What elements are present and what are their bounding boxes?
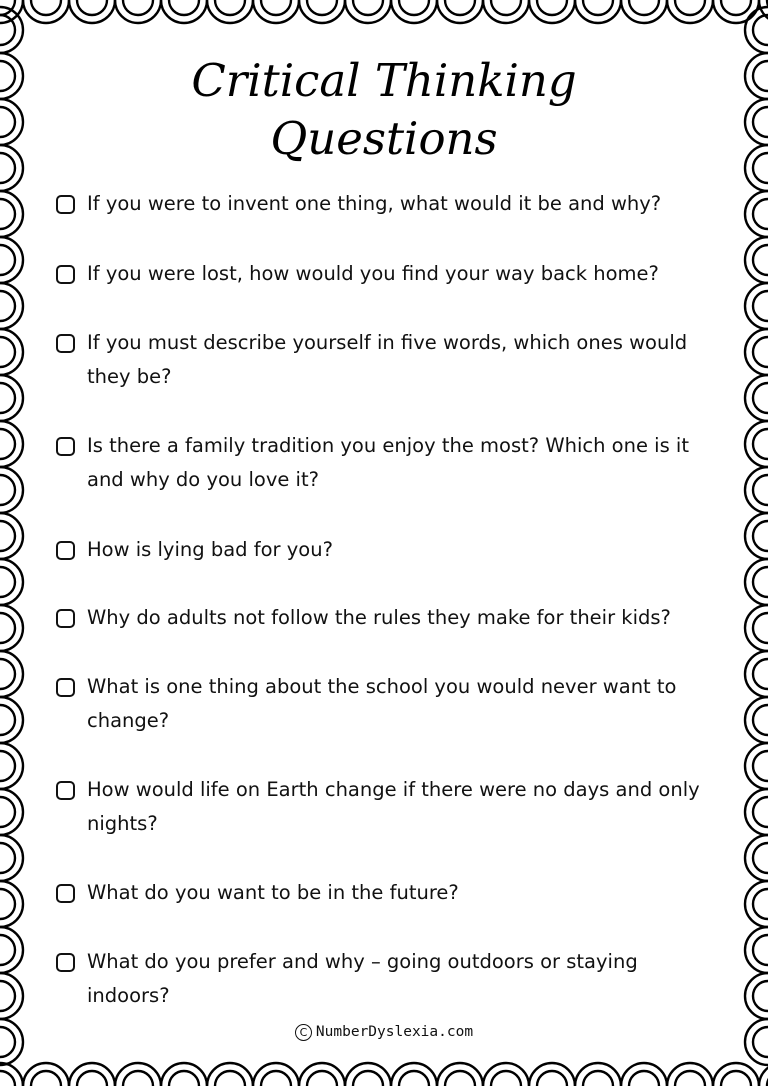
border-scallop xyxy=(753,613,768,643)
border-scallop xyxy=(491,1071,521,1086)
border-scallop xyxy=(123,0,153,15)
border-scallop xyxy=(399,1071,429,1086)
border-scallop xyxy=(0,291,15,321)
border-scallop xyxy=(0,751,15,781)
border-scallop xyxy=(0,567,15,597)
border-scallop xyxy=(0,697,23,743)
border-scallop xyxy=(745,973,768,1019)
border-scallop xyxy=(745,697,768,743)
checkbox[interactable] xyxy=(56,195,75,214)
question-item xyxy=(56,260,716,291)
border-scallop xyxy=(0,429,15,459)
border-scallop xyxy=(0,245,15,275)
question-text: What do you want to be in the future? xyxy=(87,881,459,904)
footer-text: NumberDyslexia.com xyxy=(315,1024,474,1040)
copyright-icon: C xyxy=(295,1024,312,1041)
question-text: If you were to invent one thing, what would it be and why? xyxy=(87,192,662,215)
border-scallop xyxy=(753,61,768,91)
question-item xyxy=(56,190,716,221)
border-scallop xyxy=(0,973,23,1019)
border-scallop xyxy=(207,1063,253,1086)
border-scallop xyxy=(491,0,521,15)
border-scallop xyxy=(0,835,23,881)
border-scallop xyxy=(0,53,23,99)
border-scallop xyxy=(0,467,23,513)
border-scallop xyxy=(621,1063,667,1086)
checkbox[interactable] xyxy=(56,265,75,284)
border-scallop xyxy=(0,475,15,505)
border-scallop xyxy=(161,1063,207,1086)
footer-credit xyxy=(0,1024,768,1041)
border-scallop xyxy=(0,199,15,229)
border-scallop xyxy=(0,1063,23,1086)
question-text: Is there a family tradition you enjoy the most? Which one is it and why do you love it? xyxy=(87,434,689,491)
border-scallop xyxy=(69,0,115,23)
question-item xyxy=(56,673,716,738)
border-scallop xyxy=(537,0,567,15)
border-scallop xyxy=(77,0,107,15)
border-scallop xyxy=(0,659,15,689)
border-scallop xyxy=(391,0,437,23)
border-scallop xyxy=(0,651,23,697)
border-scallop xyxy=(753,199,768,229)
border-scallop xyxy=(745,283,768,329)
border-scallop xyxy=(299,1063,345,1086)
border-scallop xyxy=(745,651,768,697)
border-scallop xyxy=(0,797,15,827)
border-scallop xyxy=(215,0,245,15)
border-scallop xyxy=(161,0,207,23)
border-scallop xyxy=(445,1071,475,1086)
border-scallop xyxy=(299,0,345,23)
border-scallop xyxy=(0,99,23,145)
border-scallop xyxy=(261,1071,291,1086)
title-line-1: Critical Thinking xyxy=(191,54,577,107)
border-scallop xyxy=(0,61,15,91)
border-scallop xyxy=(0,927,23,973)
border-scallop xyxy=(77,1071,107,1086)
border-scallop xyxy=(675,0,705,15)
border-scallop xyxy=(353,0,383,15)
border-scallop xyxy=(575,0,621,23)
border-scallop xyxy=(0,1071,15,1086)
border-scallop xyxy=(583,0,613,15)
border-scallop xyxy=(745,375,768,421)
border-scallop xyxy=(753,337,768,367)
border-scallop xyxy=(399,0,429,15)
question-text: What is one thing about the school you would never want to change? xyxy=(87,675,677,732)
border-scallop xyxy=(713,1063,759,1086)
border-scallop xyxy=(0,283,23,329)
border-scallop xyxy=(753,153,768,183)
border-scallop xyxy=(753,843,768,873)
border-scallop xyxy=(753,659,768,689)
border-scallop xyxy=(0,613,15,643)
border-scallop xyxy=(253,0,299,23)
border-scallop xyxy=(745,329,768,375)
question-text: If you were lost, how would you find your way back home? xyxy=(87,262,659,285)
border-scallop xyxy=(753,475,768,505)
border-scallop xyxy=(115,0,161,23)
border-scallop xyxy=(31,0,61,15)
border-scallop xyxy=(437,0,483,23)
border-scallop xyxy=(31,1071,61,1086)
border-scallop xyxy=(745,605,768,651)
border-scallop xyxy=(483,1063,529,1086)
border-scallop xyxy=(745,191,768,237)
border-scallop xyxy=(445,0,475,15)
border-scallop xyxy=(23,1063,69,1086)
border-scallop xyxy=(215,1071,245,1086)
border-scallop xyxy=(0,889,15,919)
border-scallop xyxy=(753,429,768,459)
border-scallop xyxy=(745,835,768,881)
border-scallop xyxy=(753,521,768,551)
border-scallop xyxy=(0,605,23,651)
question-text: Why do adults not follow the rules they make for their kids? xyxy=(87,606,671,629)
border-scallop xyxy=(753,245,768,275)
border-scallop xyxy=(753,107,768,137)
title-line-2: Questions xyxy=(270,112,498,165)
border-scallop xyxy=(0,107,15,137)
border-scallop xyxy=(0,843,15,873)
border-scallop xyxy=(0,513,23,559)
border-scallop xyxy=(753,567,768,597)
border-scallop xyxy=(621,0,667,23)
border-scallop xyxy=(169,1071,199,1086)
border-scallop xyxy=(0,935,15,965)
question-item xyxy=(56,536,716,567)
checkbox[interactable] xyxy=(56,884,75,903)
border-scallop xyxy=(307,0,337,15)
border-scallop xyxy=(753,935,768,965)
border-scallop xyxy=(0,383,15,413)
checkbox[interactable] xyxy=(56,953,75,972)
question-text: How would life on Earth change if there were no days and only nights? xyxy=(87,778,700,835)
border-scallop xyxy=(583,1071,613,1086)
border-scallop xyxy=(629,0,659,15)
border-scallop xyxy=(0,337,15,367)
border-scallop xyxy=(575,1063,621,1086)
page-title xyxy=(120,52,648,168)
border-scallop xyxy=(721,0,751,15)
border-scallop xyxy=(745,237,768,283)
border-scallop xyxy=(0,705,15,735)
border-scallop xyxy=(753,797,768,827)
question-text: If you must describe yourself in five words, which ones would they be? xyxy=(87,331,688,388)
border-scallop xyxy=(23,0,69,23)
border-scallop xyxy=(0,145,23,191)
question-item xyxy=(56,604,716,635)
border-scallop xyxy=(753,751,768,781)
border-scallop xyxy=(529,0,575,23)
border-scallop xyxy=(0,743,23,789)
border-scallop xyxy=(745,559,768,605)
checkbox[interactable] xyxy=(56,437,75,456)
border-scallop xyxy=(675,1071,705,1086)
question-item xyxy=(56,432,716,497)
border-scallop xyxy=(667,0,713,23)
border-scallop xyxy=(629,1071,659,1086)
border-scallop xyxy=(753,15,768,45)
border-scallop xyxy=(721,1071,751,1086)
border-scallop xyxy=(745,789,768,835)
border-scallop xyxy=(169,0,199,15)
checkbox[interactable] xyxy=(56,781,75,800)
border-scallop xyxy=(753,889,768,919)
border-scallop xyxy=(353,1071,383,1086)
border-scallop xyxy=(345,1063,391,1086)
border-scallop xyxy=(0,153,15,183)
border-scallop xyxy=(537,1071,567,1086)
question-item xyxy=(56,329,716,394)
border-scallop xyxy=(437,1063,483,1086)
question-text: What do you prefer and why – going outdoors or staying indoors? xyxy=(87,950,638,1007)
border-scallop xyxy=(745,145,768,191)
checkbox[interactable] xyxy=(56,334,75,353)
border-scallop xyxy=(207,0,253,23)
border-scallop xyxy=(745,421,768,467)
border-scallop xyxy=(253,1063,299,1086)
border-scallop xyxy=(307,1071,337,1086)
border-scallop xyxy=(745,743,768,789)
border-scallop xyxy=(0,191,23,237)
border-scallop xyxy=(0,881,23,927)
border-scallop xyxy=(0,981,15,1011)
border-scallop xyxy=(0,421,23,467)
border-scallop xyxy=(123,1071,153,1086)
border-scallop xyxy=(483,0,529,23)
border-scallop xyxy=(0,789,23,835)
question-item xyxy=(56,948,716,1013)
border-scallop xyxy=(0,521,15,551)
question-item xyxy=(56,879,716,910)
checkbox[interactable] xyxy=(56,609,75,628)
border-scallop xyxy=(745,467,768,513)
question-text: How is lying bad for you? xyxy=(87,538,333,561)
border-scallop xyxy=(753,705,768,735)
border-scallop xyxy=(0,329,23,375)
border-scallop xyxy=(745,513,768,559)
border-scallop xyxy=(745,927,768,973)
border-scallop xyxy=(745,881,768,927)
border-scallop xyxy=(667,1063,713,1086)
border-scallop xyxy=(753,383,768,413)
border-scallop xyxy=(745,99,768,145)
border-scallop xyxy=(713,0,759,23)
border-scallop xyxy=(0,237,23,283)
border-scallop xyxy=(745,53,768,99)
border-scallop xyxy=(0,375,23,421)
border-scallop xyxy=(0,559,23,605)
checkbox[interactable] xyxy=(56,678,75,697)
border-scallop xyxy=(529,1063,575,1086)
border-scallop xyxy=(261,0,291,15)
border-scallop xyxy=(69,1063,115,1086)
border-scallop xyxy=(753,981,768,1011)
border-scallop xyxy=(345,0,391,23)
border-scallop xyxy=(115,1063,161,1086)
border-scallop xyxy=(391,1063,437,1086)
border-scallop xyxy=(753,291,768,321)
question-item xyxy=(56,776,716,841)
checkbox[interactable] xyxy=(56,541,75,560)
